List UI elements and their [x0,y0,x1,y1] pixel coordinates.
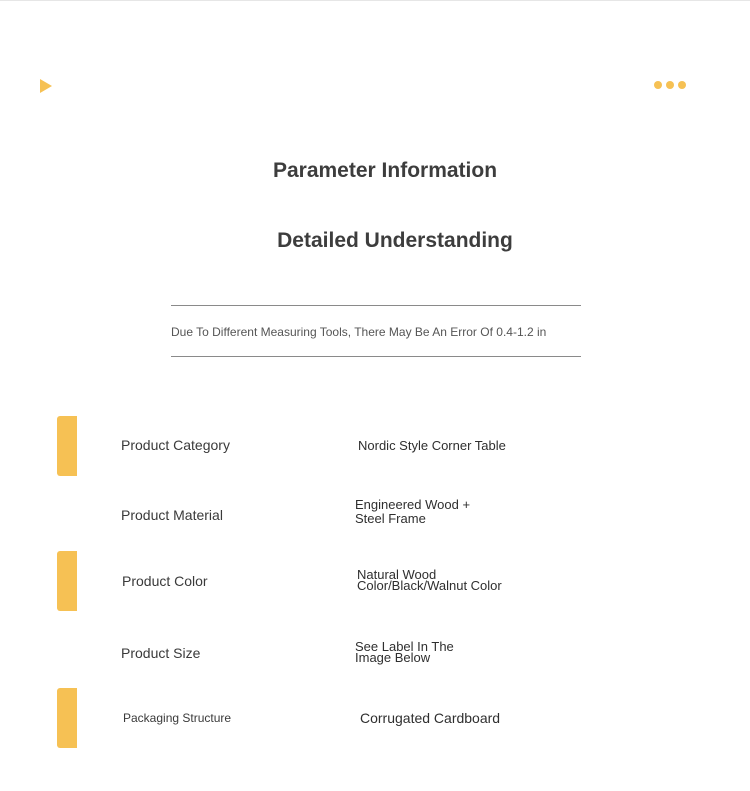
page-subtitle: Detailed Understanding [277,229,513,252]
param-label-category: Product Category [121,437,230,453]
measurement-note: Due To Different Measuring Tools, There May Be An Error Of 0.4-1.2 in [171,325,547,339]
note-bottom-rule [171,356,581,357]
note-top-rule [171,305,581,306]
param-value-category: Nordic Style Corner Table [358,438,506,453]
row-accent-bar [57,551,77,611]
more-dots-icon [654,81,686,89]
row-accent-bar [57,416,77,476]
param-label-packaging: Packaging Structure [123,711,232,725]
param-value-packaging: Corrugated Cardboard [360,710,501,726]
dot [666,81,674,89]
row-accent-bar [57,688,77,748]
param-label-material: Product Material [121,507,223,523]
param-value-color: Natural Wood Color/Black/Walnut Color [357,567,502,593]
param-label-size: Product Size [121,645,201,661]
param-value-material: Engineered Wood + Steel Frame [355,497,471,526]
dot [654,81,662,89]
play-triangle-icon [40,79,52,93]
param-label-color: Product Color [122,573,208,589]
top-divider [0,0,750,1]
dot [678,81,686,89]
page-title: Parameter Information [272,159,498,182]
param-value-size: See Label In The Image Below [355,639,454,665]
